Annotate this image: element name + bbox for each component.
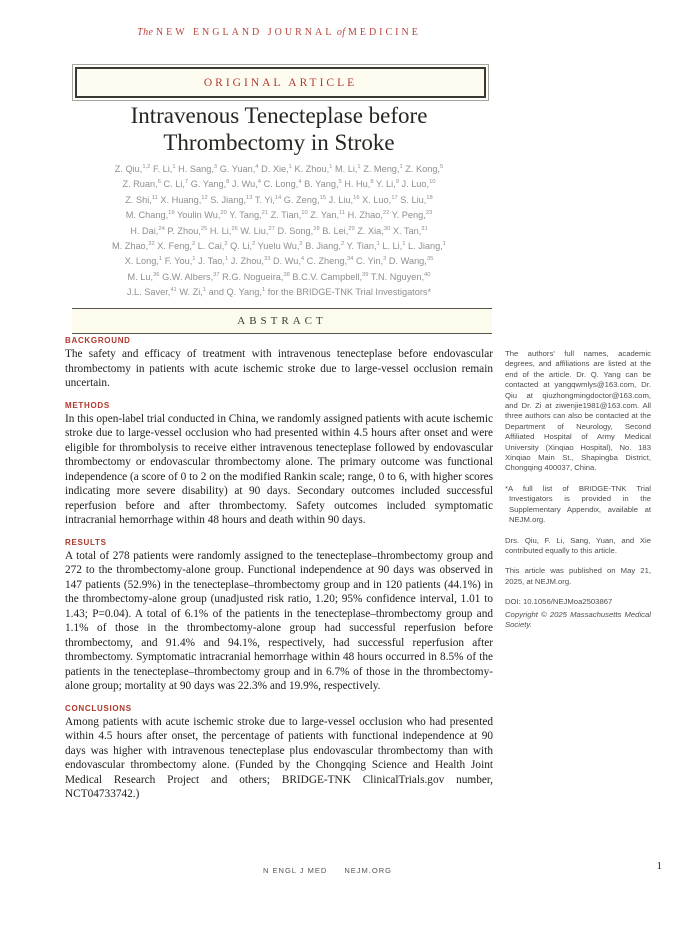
abstract-body — [65, 336, 493, 802]
footer-journal-ref: N ENGL J MED — [263, 866, 328, 875]
sidebar-notes — [505, 349, 651, 640]
article-title — [65, 102, 493, 156]
section-heading-background: BACKGROUND — [65, 336, 131, 345]
sidebar-copyright: Copyright © 2025 Massachusetts Medical Society. — [505, 609, 651, 629]
journal-masthead — [65, 27, 493, 38]
section-text-methods: In this open-label trial conducted in China, we randomly assigned patients with acute ischemic stroke due to large-vessel occlusion who had presented within 4.5 hours after onset and were eligible for thrombolysis to receive either intravenous tenecteplase followed by endovascular thrombectomy or endovascular thrombectomy alone. The primary outcome was functional independence (a score of 0 to 2 on the modified Rankin scale; range, 0 to 6, with higher scores indicating more severe disability) at 90 days. Secondary outcomes included successful reperfusion before and after thrombectomy. Safety outcomes included symptomatic intracranial hemorrhage within 48 hours and death within 90 days. — [65, 412, 493, 526]
section-heading-results: RESULTS — [65, 537, 107, 547]
masthead-the: The — [137, 27, 154, 38]
sidebar-published-note: This article was published on May 21, 2025, at NEJM.org. — [505, 566, 651, 586]
sidebar-affiliations-note: The authors' full names, academic degrees, and affiliations are listed at the end of the article. Dr. Q. Yang can be contacted at yangqwmlys@163.com, Dr. Qiu at qiuzhongmingdoctor@163.com, and Dr. Zi at ziwenjie1981@163.com. All three authors can also be contacted at the Department of Neurology, Second Affiliated Hospital of Army Medical University (Xinqiao Hospital), No. 183 Xinqiao Main St., Shapingba District, Chongqing 400037, China. — [505, 349, 651, 473]
author-line: J.L. Saver,$^{41}$ W. Zi,$^1$ and Q. Yang,$^1$ for the BRIDGE-TNK Trial Investigators* — [126, 287, 432, 298]
section-text-conclusions: Among patients with acute ischemic stroke due to large-vessel occlusion who had presented within 4.5 hours after onset, the percentage of patients with functional independence at 90 days was higher with intravenous tenecteplase plus endovascular thrombectomy than with endovascular thrombectomy alone. (Funded by the Chongqing Science and Health Joint Medical Research Project and others; BRIDGE-TNK ClinicalTrials.gov number, NCT04733742.) — [65, 715, 493, 800]
section-text-results: A total of 278 patients were randomly assigned to the tenecteplase–thrombectomy group and 272 to the thrombectomy-alone group. Functional independence at 90 days was observed in 147 patients (52.9%) in the tenecteplase–thrombectomy group and in 120 patients (44.1%) in the thrombectomy-alone group (unadjusted risk ratio, 1.20; 95% confidence interval, 1.01 to 1.43; P=0.04). A total of 6.1% of the patients in the tenecteplase–thrombectomy group and 1.1% of those in the thrombectomy-alone group had successful reperfusion before thrombectomy, and 91.4% and 94.1%, respectively, had successful reperfusion after thrombectomy. Symptomatic intracranial hemorrhage within 48 hours occurred in 8.5% of the patients in the tenecteplase–thrombectomy group and in 6.7% of those in the thrombectomy-alone group; mortality at 90 days was 22.3% and 19.9%, respectively. — [65, 549, 493, 692]
masthead-of: of — [336, 27, 346, 38]
footer-site: NEJM.ORG — [344, 866, 392, 875]
section-heading-conclusions: CONCLUSIONS — [65, 703, 132, 713]
section-heading-methods: METHODS — [65, 400, 110, 410]
masthead-medicine: MEDICINE — [347, 27, 421, 38]
sidebar-investigators-note: *A full list of BRIDGE-TNK Trial Investigators is provided in the Supplementary Appendix, available at NEJM.org. — [505, 483, 651, 525]
article-type-label: ORIGINAL ARTICLE — [75, 67, 486, 98]
article-title-line1: Intravenous Tenecteplase before — [130, 103, 428, 128]
author-line: H. Dai,$^{24}$ P. Zhou,$^{25}$ H. Li,$^{26}$ W. Liu,$^{27}$ D. Song,$^{28}$ B. Lei,$^{29}$ Z. Xia,$^{30}$ X. Tan,$^{31}$ — [130, 225, 428, 236]
author-list — [58, 162, 500, 301]
article-title-line2: Thrombectomy in Stroke — [163, 130, 395, 155]
abstract-heading: ABSTRACT — [72, 308, 492, 334]
masthead-new-england-journal: NEW ENGLAND JOURNAL — [155, 27, 335, 38]
page-number: 1 — [656, 860, 662, 872]
author-line: Z. Shi,$^{11}$ X. Huang,$^{12}$ S. Jiang,$^{13}$ T. Yi,$^{14}$ G. Zeng,$^{15}$ J. Liu,$^{16}$ X. Luo,$^{17}$ S. Liu,$^{18}$ — [125, 194, 433, 205]
section-text-background: The safety and efficacy of treatment with intravenous tenecteplase before endovascular thrombectomy in patients with acute ischemic stroke due to large-vessel occlusion remain uncertain. — [65, 348, 493, 389]
author-line: M. Chang,$^{19}$ Youlin Wu,$^{20}$ Y. Tang,$^{21}$ Z. Tian,$^{10}$ Z. Yan,$^{11}$ H. Zhao,$^{22}$ Y. Peng,$^{23}$ — [125, 210, 433, 221]
author-line: Z. Qiu,$^{1,2}$ F. Li,$^1$ H. Sang,$^3$ G. Yuan,$^4$ D. Xie,$^1$ K. Zhou,$^1$ M. Li,$^1$ Z. Meng,$^1$ Z. Kong,$^5$ — [114, 163, 444, 174]
sidebar-equal-contribution-note: Drs. Qiu, F. Li, Sang, Yuan, and Xie contributed equally to this article. — [505, 535, 651, 555]
page-footer — [0, 866, 655, 875]
author-line: X. Long,$^1$ F. You,$^1$ J. Tao,$^1$ J. Zhou,$^{33}$ D. Wu,$^4$ C. Zheng,$^{34}$ C. Yin,$^3$ D. Wang,$^{35}$ — [124, 256, 434, 267]
article-type-box — [72, 64, 489, 101]
author-line: Z. Ruan,$^6$ C. Li,$^7$ G. Yang,$^8$ J. Wu,$^4$ C. Long,$^4$ B. Yang,$^5$ H. Hu,$^8$ Y. Li,$^9$ J. Luo,$^{10}$ — [122, 179, 436, 190]
author-line: M. Lu,$^{36}$ G.W. Albers,$^{37}$ R.G. Nogueira,$^{38}$ B.C.V. Campbell,$^{39}$ T.N. Nguyen,$^{40}$ — [127, 271, 431, 282]
author-line: M. Zhao,$^{32}$ X. Feng,$^2$ L. Cai,$^2$ Q. Li,$^2$ Yuelu Wu,$^2$ B. Jiang,$^2$ Y. Tian,$^1$ L. Li,$^1$ L. Jiang,$^1$ — [111, 240, 447, 252]
sidebar-doi: DOI: 10.1056/NEJMoa2503867 — [505, 597, 613, 607]
